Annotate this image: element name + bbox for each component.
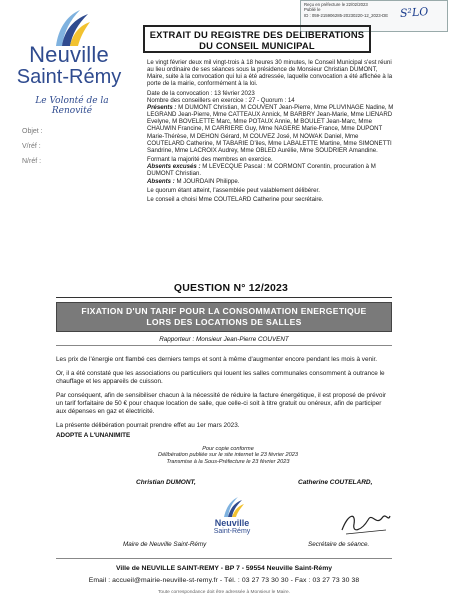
subject-box [56, 302, 392, 332]
copy-conforme-block [120, 446, 336, 465]
subject-line2: LORS DES LOCATIONS DE SALLES [146, 317, 302, 327]
deliberation-body [56, 356, 392, 436]
absents-list: M JOURDAIN Philippe. [176, 177, 240, 185]
deliberation-header-text [147, 59, 395, 205]
stamp-line-received: Reçu en préfecture le 22/02/2023 [304, 2, 368, 7]
secretary-name: Catherine COUTELARD, [298, 479, 373, 486]
question-title: QUESTION N° 12/2023 [173, 282, 289, 294]
extract-title-line1: EXTRAIT DU REGISTRE DES DELIBERATIONS [149, 29, 365, 40]
counts: Nombre des conseillers en exercice : 27 - Quorum : 14 [147, 96, 295, 104]
quorum-text: Le quorum étant atteint, l'assemblée peut valablement délibérer. [147, 186, 320, 194]
divider [56, 297, 392, 298]
footer-address: Ville de NEUVILLE SAINT-REMY - BP 7 - 59554 Neuville Saint-Rémy [115, 565, 333, 572]
preamble: Le vingt février deux mil vingt-trois à 18 heures 30 minutes, le Conseil Municipal s'est réuni au lieu ordinaire de ses séances sous la présidence de Monsieur Christian DUMONT, Maire, suite à la convocation qui lui a été adressée, laquelle convocation a été affichée à la porte de la mairie, conformément à la loi. [147, 59, 393, 88]
rapporteur: Rapporteur : Monsieur Jean-Pierre COUVENT [159, 336, 289, 343]
mayor-role: Maire de Neuville Saint-Rémy [123, 541, 207, 548]
copy-line3: Transmise à la Sous-Préfecture le 23 février 2023 [166, 458, 290, 465]
copy-line2: Délibération publiée sur le site internet le 23 février 2023 [158, 452, 298, 459]
presents-label: Présents : [147, 103, 177, 111]
majority-text: Formant la majorité des membres en exercice. [147, 156, 273, 164]
logo-slogan: Le Volonté de la Renovité [35, 96, 109, 116]
mayor-name: Christian DUMONT, [136, 479, 196, 486]
label-objet: Objet : [22, 128, 43, 135]
secretary-text: Le conseil a choisi Mme COUTELARD Catherine pour secrétaire. [147, 195, 324, 203]
footer-note: Toute correspondance doit être adressée à Monsieur le Maire. [158, 590, 290, 595]
convocation-date: Date de la convocation : 13 février 2023 [147, 89, 255, 97]
footer-contact: Email : accueil@mairie-neuville-st-remy.fr - Tél. : 03 27 73 30 30 - Fax : 03 27 73 30 38 [88, 577, 360, 584]
logo-name-line1: Neuville [29, 42, 109, 67]
extract-title-line2: DU CONSEIL MUNICIPAL [199, 40, 315, 51]
adopted-notice: ADOPTE A L'UNANIMITE [56, 432, 131, 439]
stamp-line-published: Publié le [304, 7, 321, 13]
paragraph: Par conséquent, afin de sensibiliser chacun à la nécessité de réduire la facture énergétique, il est proposé de prévoir un tarif forfaitaire de 50 € pour chaque location de salle, que celle-ci soit à titre gratuit ou onéreux, afin de participer aux dépenses en gaz et électricité. [56, 392, 387, 415]
label-nref: N/réf : [22, 158, 42, 165]
paragraph: Les prix de l'énergie ont flambé ces derniers temps et sont à même d'augmenter encore pendant les mois à venir. [56, 356, 378, 363]
copy-line1: Pour copie conforme [202, 446, 254, 452]
town-logo [14, 8, 124, 133]
seal-sub: Saint-Rémy [213, 528, 251, 535]
seal-mark-icon [198, 495, 266, 519]
handwritten-signature [338, 500, 392, 540]
excuses-list: M LEVECQUE Pascal : M CORMONT Corentin, procuration à M DUMONT Christian. [147, 163, 376, 178]
presents-list: M DUMONT Christian, M COUVENT Jean-Pierre, Mme PLUVINAGE Nadine, M LEGRAND Jean-Pierre, Mme CATTEAUX Annick, M BARBRY Jean-Marie, Mme LIENARD Evelyne, M BOVELETTE Marc, Mme POTAUX Annie, M BOULET Jean-Marc, Mme CHAUWIN Francine, M CARRIERE Guy, Mme NAGERE Marie-France, Mme DUPONT Marie-Thérèse, M DEHON Gérard, M COUVEZ José, M NOWAK Daniel, Mme COUTELARD Catherine, M TABARIE D'iles, Mme LABALETTE Martine, Mme SIMONETTI Sandrine, Mme LACROIX Audrey, Mme OBLED Aurélie, Mme SOUDRIER Amandine. [147, 103, 394, 154]
divider [56, 345, 392, 346]
paragraph: La présente délibération pourrait prendre effet au 1er mars 2023. [56, 422, 240, 429]
secretary-role: Secrétaire de séance. [308, 541, 370, 548]
subject-line1: FIXATION D'UN TARIF POUR LA CONSOMMATION ENERGETIQUE [81, 306, 367, 316]
logo-name-line2: Saint-Rémy [16, 66, 122, 88]
extract-title-box [143, 25, 371, 53]
seal-name: Neuville [214, 518, 250, 528]
absents-label: Absents : [147, 177, 175, 185]
footer-divider [56, 558, 392, 559]
excuses-label: Absents excusés : [147, 163, 201, 171]
stamp-line-id: ID : 059-215906285-20230220-12_2023-DE [304, 12, 389, 18]
stamp-signature: S²LO [399, 5, 429, 20]
label-vref: V/réf : [22, 143, 41, 150]
town-seal [198, 495, 266, 545]
paragraph: Or, il a été constaté que les associations ou particuliers qui louent les salles communales consomment à outrance le chauffage et les appareils de cuisson. [56, 370, 385, 385]
